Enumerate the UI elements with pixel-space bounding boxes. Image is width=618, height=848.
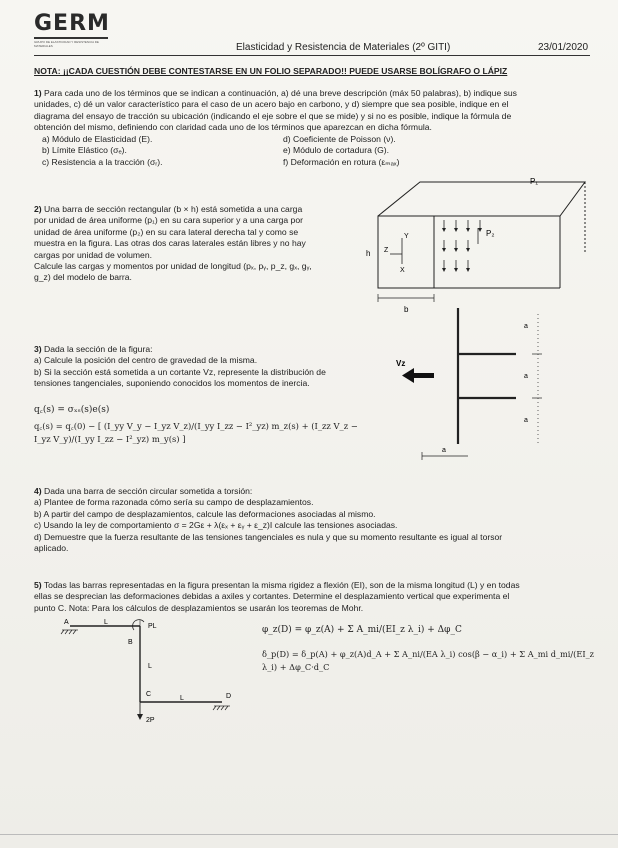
dimension-lines bbox=[422, 314, 542, 460]
exam-date: 23/01/2020 bbox=[538, 42, 589, 53]
exam-note: NOTA: ¡¡CADA CUESTIÓN DEBE CONTESTARSE EN UN FOLIO SEPARADO!! PUEDE USARSE BOLÍGRAFO O LÁPIZ bbox=[34, 66, 508, 76]
label-a-2: a bbox=[524, 373, 528, 380]
q3-line-3: b) Si la sección está sometida a un cortante Vz, represente la distribución de bbox=[34, 366, 326, 377]
q3-equation-1: q꜀(s) = σₓₛ(s)e(s) bbox=[34, 405, 110, 415]
question-5 bbox=[34, 580, 590, 614]
q3-equation-2: q꜀(s) = q꜀(0) − [ (I_yy V_y − I_yz V_z)/(I_yy I_zz − I²_yz) m_z(s) + (I_zz V_z − I_yz V_y)/(I_yy I_zz − I²_yz) m_y(s) ] bbox=[34, 421, 358, 444]
section-webs bbox=[458, 308, 516, 444]
beam-top-face bbox=[378, 182, 585, 216]
label-a-4: a bbox=[442, 447, 446, 454]
q4-line-1: 4) Dada una barra de sección circular sometida a torsión: bbox=[34, 486, 253, 496]
q4-line-2: a) Plantee de forma razonada cómo sería su campo de desplazamientos. bbox=[34, 497, 314, 508]
q3-line-1: 3) Dada la sección de la figura: bbox=[34, 344, 153, 354]
axes-icon bbox=[390, 238, 402, 264]
q3-line-2: a) Calcule la posición del centro de gravedad de la misma. bbox=[34, 355, 258, 366]
label-a-3: a bbox=[524, 417, 528, 424]
question-2 bbox=[34, 204, 364, 284]
vz-arrow bbox=[402, 368, 434, 383]
label-L-bottom: L bbox=[180, 695, 184, 702]
label-z: Z bbox=[384, 247, 389, 254]
load-pl-arrow bbox=[133, 620, 144, 630]
q4-line-4: c) Usando la ley de comportamiento σ = 2Gε + λ(εₓ + εᵧ + ε_z)I calcule las tensiones asociadas. bbox=[34, 520, 398, 531]
label-L-mid: L bbox=[148, 663, 152, 670]
course-title: Elasticidad y Resistencia de Materiales (2º GITI) bbox=[236, 42, 451, 53]
label-2P: 2P bbox=[146, 717, 155, 724]
q3-line-4: tensiones tangenciales, suponiendo conocidos los momentos de inercia. bbox=[34, 378, 310, 389]
q1-item-f: f) Deformación en rotura (εₘₐₓ) bbox=[283, 156, 400, 167]
footer-rule bbox=[0, 834, 618, 835]
q1-line-2: unidades, c) dé un valor característico para el caso de un acero bajo en carbono, y d) siempre que sea posible, indique en el bbox=[34, 99, 509, 110]
q3-section-figure bbox=[390, 304, 570, 470]
q5-equation-2: δ_p(D) = δ_p(A) + φ_z(A)d_A + Σ A_ni/(EA λ_i) cos(β − α_i) + Σ A_mi d_mi/(EI_z λ_i) + Δφ_C·d_C bbox=[262, 649, 594, 672]
q2-beam-figure bbox=[360, 168, 600, 318]
question-4 bbox=[34, 486, 590, 554]
p2-load-arrows bbox=[444, 240, 468, 270]
question-1 bbox=[34, 88, 590, 134]
q4-line-6: aplicado. bbox=[34, 543, 69, 554]
label-p2: P₂ bbox=[486, 229, 495, 238]
germ-logo bbox=[34, 12, 124, 46]
label-y: Y bbox=[404, 233, 409, 240]
label-L-top: L bbox=[104, 619, 108, 626]
q1-item-b: b) Límite Elástico (σₑ). bbox=[42, 145, 127, 156]
q5-line-1: 5) Todas las barras representadas en la figura presentan la misma rigidez a flexión (EI), son de la misma longitud (L) y en todas bbox=[34, 580, 520, 590]
q1-line-4: obtención del mismo, definiendo con claridad cada uno de los términos que aparezcan en dicha fórmula. bbox=[34, 122, 432, 133]
q1-items-right bbox=[283, 134, 399, 168]
label-D: D bbox=[226, 693, 232, 700]
q1-items-left bbox=[42, 134, 163, 168]
label-vz: Vz bbox=[396, 359, 406, 368]
q2-line-7: g_z) del modelo de barra. bbox=[34, 272, 132, 283]
q2-line-6: Calcule las cargas y momentos por unidad de longitud (pₓ, pᵧ, p_z, gₓ, gᵧ, bbox=[34, 261, 312, 272]
label-PL: PL bbox=[148, 623, 157, 630]
beam-side-edges bbox=[434, 216, 560, 288]
q1-item-c: c) Resistencia a la tracción (σᵣ). bbox=[42, 156, 163, 167]
supports bbox=[61, 630, 230, 710]
q2-line-3: unidad de área uniforme (p₂) en su cara lateral derecha tal y como se bbox=[34, 226, 299, 237]
label-a-1: a bbox=[524, 323, 528, 330]
dimension-b bbox=[378, 294, 434, 302]
header-rule bbox=[34, 55, 590, 56]
q5-frame-figure bbox=[50, 616, 250, 726]
q1-line-1: 1) Para cada uno de los términos que se indican a continuación, a) dé una breve descripción (máx 50 palabras), b) indique sus bbox=[34, 88, 517, 98]
p1-load-arrows bbox=[444, 220, 480, 230]
q1-item-d: d) Coeficiente de Poisson (ν). bbox=[283, 134, 396, 144]
q1-item-a: a) Módulo de Elasticidad (E). bbox=[42, 134, 153, 144]
label-p1: P₁ bbox=[530, 177, 539, 186]
label-C: C bbox=[146, 691, 152, 698]
label-b: b bbox=[404, 305, 409, 314]
q5-line-2: ellas se desprecian las deformaciones debidas a axiles y cortantes. Determine el desplazamiento vertical que experimenta el bbox=[34, 591, 510, 602]
q2-line-4: muestra en la figura. Las otras dos caras laterales están libres y no hay bbox=[34, 238, 306, 249]
q5-equation-1: φ_z(D) = φ_z(A) + Σ A_mi/(EI_z λ_i) + Δφ_C bbox=[262, 625, 462, 635]
q2-line-5: cargas por unidad de volumen. bbox=[34, 249, 153, 260]
question-3 bbox=[34, 344, 374, 390]
load-2p-arrow bbox=[137, 702, 143, 720]
label-x: X bbox=[400, 267, 405, 274]
label-A: A bbox=[64, 619, 69, 626]
label-B: B bbox=[128, 639, 133, 646]
q2-line-1: 2) Una barra de sección rectangular (b × h) está sometida a una carga bbox=[34, 204, 303, 214]
q5-line-3: punto C. Nota: Para los cálculos de desplazamientos se usarán los teoremas de Mohr. bbox=[34, 602, 364, 613]
label-h: h bbox=[366, 249, 371, 258]
logo-subtitle: GRUPO DE ELASTICIDAD Y RESISTENCIA DE MATERIALES bbox=[34, 40, 99, 48]
q1-line-3: diagrama del ensayo de tracción su ubicación (indicando el eje sobre el que se mide) y si no es posible, indique la fórmula de bbox=[34, 110, 512, 121]
q4-line-5: d) Demuestre que la fuerza resultante de las tensiones tangenciales es nula y que su momento resultante es igual al torsor bbox=[34, 531, 503, 542]
q1-item-e: e) Módulo de cortadura (G). bbox=[283, 145, 390, 156]
q2-line-2: por unidad de área uniforme (p₁) en su cara superior y a una carga por bbox=[34, 215, 303, 226]
q4-line-3: b) A partir del campo de desplazamientos, calcule las deformaciones asociadas al mismo. bbox=[34, 508, 376, 519]
logo-text: GERM bbox=[34, 11, 110, 36]
